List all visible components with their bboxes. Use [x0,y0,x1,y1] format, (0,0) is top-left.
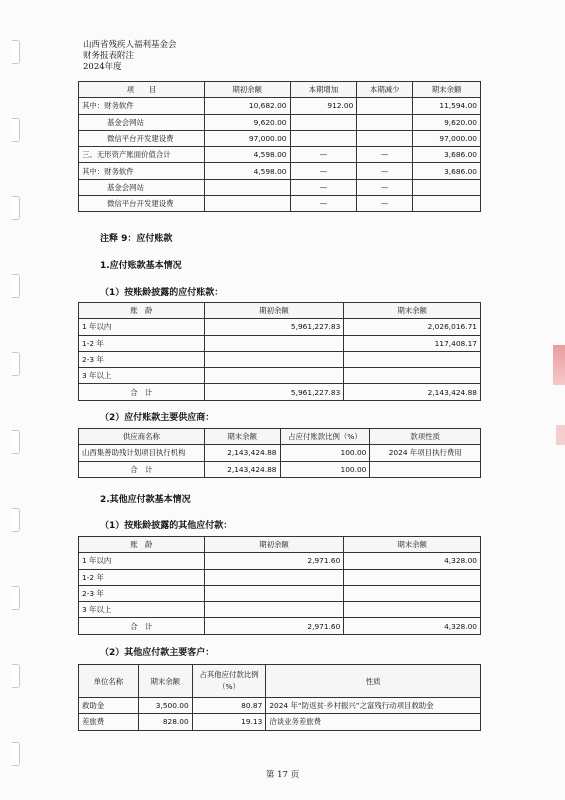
cell [204,179,290,195]
cell [344,585,481,601]
cell [357,114,413,130]
cell: 9,620.00 [413,114,481,130]
binding-hole [12,430,20,454]
cell: 2024 年项目执行费用 [370,445,481,461]
cell [344,602,481,618]
cell: 912.00 [290,98,357,114]
total-row [79,618,481,634]
table-header-row [79,429,481,445]
cell: — [290,147,357,163]
col-header: 期初余额 [204,537,344,553]
table-row [79,569,481,585]
subsection-heading: （2）应付账款主要供应商： [100,413,215,423]
cell: 1 年以内 [79,319,205,335]
cell: 合 计 [79,461,205,477]
table-row [79,163,481,179]
cell: 4,328.00 [344,553,481,569]
cell: 5,961,227.83 [204,319,344,335]
cell [204,368,344,384]
col-header: 期末余额 [204,429,280,445]
cell: — [357,179,413,195]
cell: 基金会网站 [79,114,205,130]
col-header: 期初余额 [204,303,344,319]
col-header: 款项性质 [370,429,481,445]
binding-hole [12,118,20,142]
cell: 洽谈业务差旅费 [266,714,481,730]
col-header: 本期减少 [357,82,413,98]
binding-hole [12,274,20,298]
cell: 2-3 年 [79,585,205,601]
cell [204,196,290,212]
binding-hole [12,352,20,376]
cell [413,196,481,212]
table-row [79,196,481,212]
seal-stamp-edge [556,425,565,445]
table-row [79,147,481,163]
cell: — [290,196,357,212]
cell: 微信平台开发建设费 [79,196,205,212]
cell [344,351,481,367]
cell: 3 年以上 [79,368,205,384]
cell: 3 年以上 [79,602,205,618]
seal-stamp-edge [553,345,565,385]
cell [290,114,357,130]
subsection-heading: （2）其他应付款主要客户： [100,648,215,658]
cell: — [357,196,413,212]
total-row [79,384,481,400]
cell: 合 计 [79,384,205,400]
main-suppliers-table [78,428,481,478]
col-header: 单位名称 [79,665,139,698]
cell: 97,000.00 [413,130,481,146]
document-header [83,40,177,73]
col-header: 期末余额 [344,537,481,553]
table-row [79,368,481,384]
cell: — [290,179,357,195]
cell: 三、无形资产账面价值合计 [79,147,205,163]
table-row [79,114,481,130]
cell: 2,143,424.88 [204,445,280,461]
cell [370,461,481,477]
cell: 100.00 [280,445,370,461]
cell: 5,961,227.83 [204,384,344,400]
cell [413,179,481,195]
doc-title: 财务报表附注 [83,51,135,61]
table-row [79,602,481,618]
table-row [79,714,481,730]
cell: 4,328.00 [344,618,481,634]
table-row [79,179,481,195]
subsection-heading: （1）按账龄披露的其他应付款： [100,521,233,531]
cell: 4,598.00 [204,163,290,179]
table-header-row [79,537,481,553]
cell: 97,000.00 [204,130,290,146]
cell [204,335,344,351]
cell: 3,686.00 [413,147,481,163]
cell: 其中：财务软件 [79,98,205,114]
table-row [79,319,481,335]
cell [204,569,344,585]
col-header: 期末余额 [344,303,481,319]
cell: — [357,147,413,163]
table-header-row [79,665,481,698]
cell: — [290,163,357,179]
cell: 117,408.17 [344,335,481,351]
section-heading: 2.其他应付款基本情况 [100,495,191,505]
cell [357,130,413,146]
cell: 2,026,016.71 [344,319,481,335]
total-row [79,461,481,477]
table-header-row [79,303,481,319]
cell: 合 计 [79,618,205,634]
cell [344,368,481,384]
cell: 19.13 [192,714,266,730]
other-payables-aging-table [78,536,481,635]
cell: — [357,163,413,179]
cell: 其中：财务软件 [79,163,205,179]
col-header: 供应商名称 [79,429,205,445]
cell: 1-2 年 [79,569,205,585]
cell: 差旅费 [79,714,139,730]
table-row [79,351,481,367]
payables-aging-table [78,302,481,401]
binding-holes [12,0,26,800]
cell: 1 年以内 [79,553,205,569]
cell: 山西集善助残计划项目执行机构 [79,445,205,461]
cell: 10,682.00 [204,98,290,114]
cell: 3,686.00 [413,163,481,179]
col-header: 账 龄 [79,537,205,553]
other-payables-customers-table [78,664,481,731]
binding-hole [12,508,20,532]
cell [204,585,344,601]
col-header: 账 龄 [79,303,205,319]
binding-hole [12,196,20,220]
col-header: 期末余额 [138,665,192,698]
cell [290,130,357,146]
col-header: 本期增加 [290,82,357,98]
cell: 2,971.60 [204,553,344,569]
page-number: 第 17 页 [265,770,300,780]
cell: 11,594.00 [413,98,481,114]
binding-hole [12,586,20,610]
cell: 828.00 [138,714,192,730]
col-header: 占其他应付款比例（%） [192,665,266,698]
col-header: 项 目 [79,82,205,98]
cell: 4,598.00 [204,147,290,163]
table-header-row [79,82,481,98]
note9-heading: 注释 9：应付账款 [100,234,173,244]
cell: 2-3 年 [79,351,205,367]
cell: 2024 年“防返贫·乡村振兴”之富残行动项目救助金 [266,698,481,714]
cell [344,569,481,585]
cell [357,98,413,114]
cell: 2,143,424.88 [204,461,280,477]
cell: 2,971.60 [204,618,344,634]
col-header: 期初余额 [204,82,290,98]
cell: 3,500.00 [138,698,192,714]
table-row [79,698,481,714]
binding-hole [12,742,20,766]
section-heading: 1.应付账款基本情况 [100,261,182,271]
table-row [79,585,481,601]
table-row [79,98,481,114]
cell [204,351,344,367]
binding-hole [12,664,20,688]
binding-hole [12,40,20,64]
subsection-heading: （1）按账龄披露的应付账款： [100,288,224,298]
cell: 9,620.00 [204,114,290,130]
col-header: 占应付账款比例（%） [280,429,370,445]
cell: 100.00 [280,461,370,477]
table-row [79,553,481,569]
org-name: 山西省残疾人福利基金会 [83,40,177,50]
cell: 2,143,424.88 [344,384,481,400]
doc-year: 2024年度 [83,62,122,72]
cell: 1-2 年 [79,335,205,351]
cell: 救助金 [79,698,139,714]
cell: 80.87 [192,698,266,714]
col-header: 性质 [266,665,481,698]
table-row [79,335,481,351]
cell: 微信平台开发建设费 [79,130,205,146]
intangible-assets-table [78,81,481,212]
cell: 基金会网站 [79,179,205,195]
col-header: 期末余额 [413,82,481,98]
table-row [79,445,481,461]
cell [204,602,344,618]
table-row [79,130,481,146]
